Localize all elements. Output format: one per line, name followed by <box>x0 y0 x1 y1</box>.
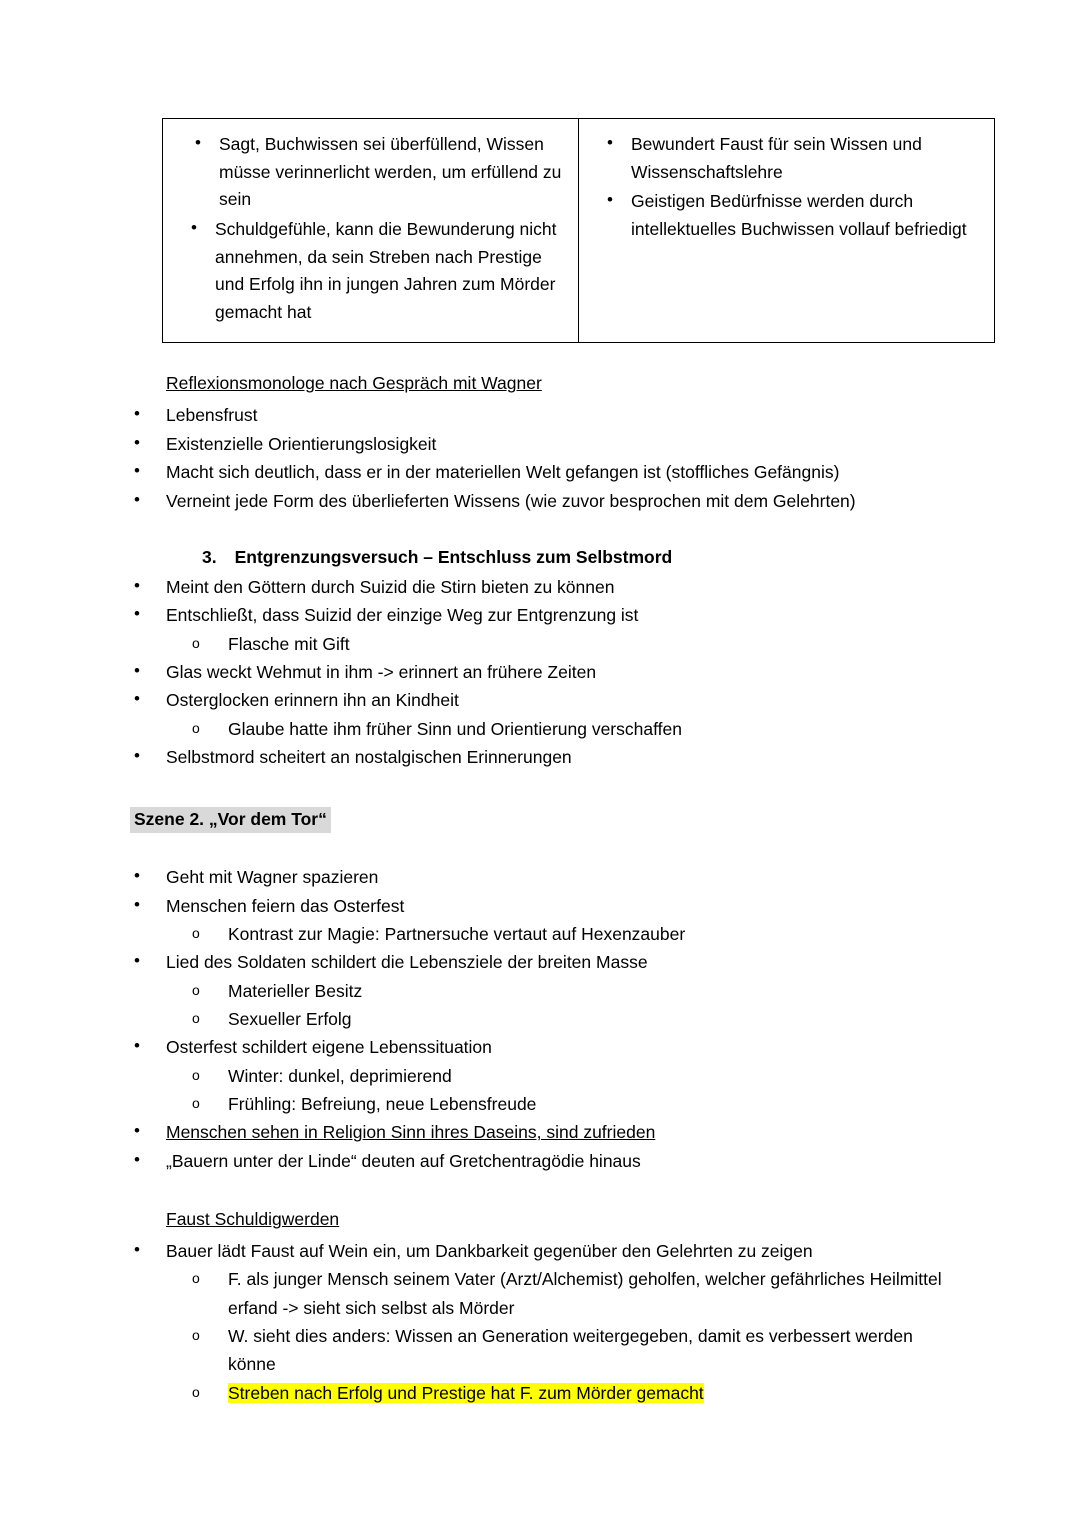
heading-text: Entgrenzungsversuch – Entschluss zum Selbstmord <box>234 546 673 567</box>
list-item: • „Bauern unter der Linde“ deuten auf Gretchentragödie hinaus <box>130 1147 950 1175</box>
comparison-table <box>162 118 995 343</box>
spacer <box>130 1175 950 1205</box>
entgrenzung-list-3 <box>130 743 950 771</box>
heading-number: 3. <box>202 546 217 567</box>
spacer <box>130 833 950 863</box>
list-item: o Sexueller Erfolg <box>130 1005 950 1033</box>
table-cell-left <box>163 119 579 343</box>
list-item: • Sagt, Buchwissen sei überfüllend, Wissen müsse verinnerlicht werden, um erfüllend zu sein <box>173 131 568 214</box>
list-item: • Schuldgefühle, kann die Bewunderung nicht annehmen, da sein Streben nach Prestige und Erfolg ihn in jungen Jahren zum Mörder gemacht hat <box>173 216 568 327</box>
schuld-list <box>130 1237 950 1265</box>
list-item: • Meint den Göttern durch Suizid die Stirn bieten zu können <box>130 573 950 601</box>
list-item: • Geht mit Wagner spazieren <box>130 863 950 891</box>
list-item: o Flasche mit Gift <box>130 630 950 658</box>
scene2-sublist-1 <box>130 920 950 948</box>
scene2-list-2 <box>130 948 950 976</box>
table-cell-right <box>579 119 995 343</box>
section-heading: Faust Schuldigwerden <box>166 1209 340 1230</box>
list-item: • Osterglocken erinnern ihn an Kindheit <box>130 686 950 714</box>
section-scene2 <box>130 863 950 1175</box>
scene-heading: Szene 2. „Vor dem Tor“ <box>130 807 331 833</box>
list-item: • Existenzielle Orientierungslosigkeit <box>130 430 950 458</box>
table-row <box>163 119 995 343</box>
spacer <box>130 515 950 533</box>
list-item: • Lied des Soldaten schildert die Lebensziele der breiten Masse <box>130 948 950 976</box>
section-faust-schuldigwerden <box>130 1205 950 1407</box>
schuld-sublist <box>130 1265 950 1407</box>
list-item: • Selbstmord scheitert an nostalgischen Erinnerungen <box>130 743 950 771</box>
highlighted-text: Streben nach Erfolg und Prestige hat F. zum Mörder gemacht <box>228 1382 704 1403</box>
list-item: • Bauer lädt Faust auf Wein ein, um Dankbarkeit gegenüber den Gelehrten zu zeigen <box>130 1237 950 1265</box>
right-cell-list <box>589 131 984 244</box>
list-item: o Winter: dunkel, deprimierend <box>130 1062 950 1090</box>
list-item: • Geistigen Bedürfnisse werden durch intellektuelles Buchwissen vollauf befriedigt <box>589 188 984 243</box>
list-item: o F. als junger Mensch seinem Vater (Arzt/Alchemist) geholfen, welcher gefährliches Heilmittel erfand -> sieht sich selbst als Mörder <box>130 1265 950 1322</box>
scene2-sublist-2 <box>130 977 950 1034</box>
list-item: o W. sieht dies anders: Wissen an Generation weitergegeben, damit es verbessert werden könne <box>130 1322 950 1379</box>
scene2-list-1 <box>130 863 950 920</box>
section-entgrenzungsversuch <box>130 543 950 771</box>
scene2-list-3 <box>130 1033 950 1061</box>
scene2-sublist-3 <box>130 1062 950 1119</box>
list-item: • Glas weckt Wehmut in ihm -> erinnert an frühere Zeiten <box>130 658 950 686</box>
list-item: o Glaube hatte ihm früher Sinn und Orientierung verschaffen <box>130 715 950 743</box>
list-item: • Bewundert Faust für sein Wissen und Wissenschaftslehre <box>589 131 984 186</box>
list-item: o Materieller Besitz <box>130 977 950 1005</box>
section-reflexionsmonologe <box>130 369 950 514</box>
list-item: • Macht sich deutlich, dass er in der materiellen Welt gefangen ist (stoffliches Gefängnis) <box>130 458 950 486</box>
list-item: o Frühling: Befreiung, neue Lebensfreude <box>130 1090 950 1118</box>
section-heading: Reflexionsmonologe nach Gespräch mit Wagner <box>166 373 542 394</box>
entgrenzung-list-2 <box>130 658 950 715</box>
list-item: • Osterfest schildert eigene Lebenssituation <box>130 1033 950 1061</box>
reflexion-list <box>130 401 950 514</box>
left-cell-list <box>173 131 568 326</box>
list-item: • Menschen sehen in Religion Sinn ihres Daseins, sind zufrieden <box>130 1118 950 1146</box>
entgrenzung-sublist-2 <box>130 715 950 743</box>
list-item: o Kontrast zur Magie: Partnersuche vertaut auf Hexenzauber <box>130 920 950 948</box>
scene2-list-4 <box>130 1118 950 1175</box>
list-item: • Menschen feiern das Osterfest <box>130 892 950 920</box>
entgrenzung-list <box>130 573 950 630</box>
list-item: • Entschließt, dass Suizid der einzige Weg zur Entgrenzung ist <box>130 601 950 629</box>
list-item-highlighted <box>130 1379 950 1407</box>
numbered-heading <box>202 543 950 571</box>
entgrenzung-sublist-1 <box>130 630 950 658</box>
list-item: • Verneint jede Form des überlieferten Wissens (wie zuvor besprochen mit dem Gelehrten) <box>130 487 950 515</box>
scene-heading-wrap <box>130 807 950 833</box>
list-item: • Lebensfrust <box>130 401 950 429</box>
